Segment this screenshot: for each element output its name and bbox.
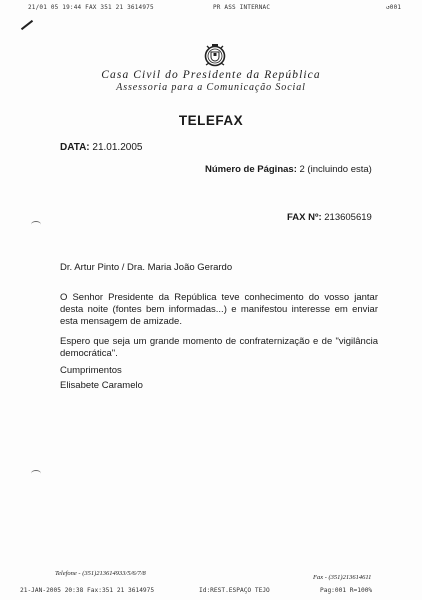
recipient: Dr. Artur Pinto / Dra. Maria João Gerardo	[60, 262, 233, 273]
punch-hole-mark	[31, 221, 41, 228]
message-paragraph: O Senhor Presidente da República teve conhecimento do vosso jantar desta noite (fontes bem informadas...) e manifestou interesse em enviar esta mensagem de amizade.	[60, 292, 378, 327]
letterhead-fax: Fax - (351)213614611	[313, 574, 372, 581]
fax-number-value: 213605619	[324, 212, 372, 223]
institution-department: Assessoria para a Comunicação Social	[116, 82, 306, 93]
fax-header-transmission: 21/01 05 19:44 FAX 351 21 3614975	[28, 4, 154, 11]
fax-footer-transmission: 21-JAN-2005 20:38 Fax:351 21 3614975	[20, 587, 155, 594]
pages-value: 2 (incluindo esta)	[299, 164, 372, 175]
date-value: 21.01.2005	[92, 142, 143, 153]
fax-header-sender-id: PR ASS INTERNAC	[213, 4, 271, 11]
pages-label: Número de Páginas:	[205, 164, 297, 175]
signer-name: Elisabete Caramelo	[60, 380, 143, 391]
punch-hole-mark	[31, 470, 41, 477]
fax-footer-page-info: Pag:001 R=100%	[320, 587, 373, 594]
document-title: TELEFAX	[178, 113, 244, 128]
fax-header-page-counter: ↺001	[386, 4, 402, 11]
pages-line	[205, 164, 372, 175]
institution-name: Casa Civil do Presidente da República	[101, 69, 321, 81]
date-line	[60, 142, 142, 153]
fax-number-label: FAX Nº:	[287, 212, 322, 223]
fax-number-line	[287, 212, 372, 223]
date-label: DATA:	[60, 142, 90, 153]
fax-footer-receiver-id: Id:REST.ESPAÇO TEJO	[199, 587, 270, 594]
scan-mark	[21, 20, 33, 30]
coat-of-arms-icon	[203, 43, 227, 69]
letterhead-telephone: Telefone - (351)213614933/5/6/7/8	[55, 570, 146, 577]
closing: Cumprimentos	[60, 365, 122, 376]
message-paragraph: Espero que seja um grande momento de confraternização e de "vigilância democrática".	[60, 336, 378, 359]
